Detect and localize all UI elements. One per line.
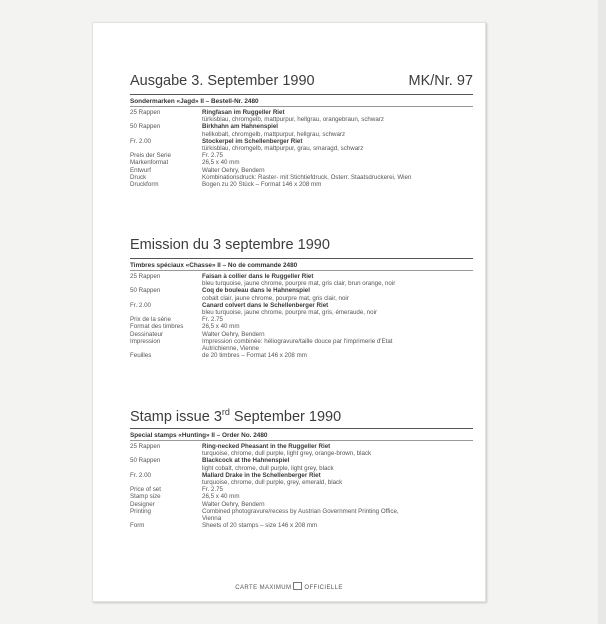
detail-value: Sheets of 20 stamps – size 146 x 208 mm <box>202 522 318 530</box>
stamp-colors-row <box>130 309 473 316</box>
detail-row <box>130 174 473 181</box>
divider <box>130 440 473 441</box>
detail-label: Printing <box>130 507 151 515</box>
detail-row <box>130 331 473 338</box>
stamp-name: Coq de bouleau dans le Hahnenspiel <box>202 287 310 295</box>
detail-row <box>130 352 473 359</box>
detail-label: Form <box>130 522 145 530</box>
detail-row <box>130 316 473 323</box>
stamp-row <box>130 138 473 145</box>
detail-value: 26,5 x 40 mm <box>202 159 240 167</box>
detail-value: Impression combinée: héliogravure/taille douce par l'imprimerie d'Etat <box>202 337 393 345</box>
detail-label: Markenformat <box>130 159 169 167</box>
stamp-row <box>130 472 473 479</box>
stamp-colors: cobalt clair, jaune chrome, pourpre mat, gris clair, noir <box>202 294 349 302</box>
stamp-name: Stockerpel im Schellenberger Riet <box>202 137 303 145</box>
stamp-colors: turquoise, chrome, dull purple, light grey, orange-brown, black <box>202 450 372 458</box>
detail-value: Autrichienne, Vienne <box>202 345 259 353</box>
stamp-value: Fr. 2.00 <box>130 471 151 479</box>
section-english <box>130 407 473 529</box>
stamp-value: 50 Rappen <box>130 457 161 465</box>
stamp-name: Blackcock at the Hahnenspiel <box>202 457 290 465</box>
stamp-colors-row <box>130 450 473 457</box>
issue-number: MK/Nr. 97 <box>408 73 473 89</box>
section-header <box>130 73 473 91</box>
detail-value: Bogen zu 20 Stück – Format 146 x 208 mm <box>202 181 322 189</box>
subheading: Sondermarken «Jagd» II – Bestell-Nr. 2480 <box>130 98 259 105</box>
detail-label <box>130 345 202 352</box>
detail-row <box>130 522 473 529</box>
detail-value: Fr. 2.75 <box>202 486 223 494</box>
background-edge <box>598 0 606 624</box>
detail-value: Combined photogravure/recess by Austrian Government Printing Office, <box>202 507 399 515</box>
stamp-name: Faisan à collier dans le Ruggeller Riet <box>202 273 314 280</box>
detail-row <box>130 345 473 352</box>
stamp-value: Fr. 2.00 <box>130 137 151 145</box>
detail-label: Feuilles <box>130 352 152 360</box>
stamp-value: 50 Rappen <box>130 123 161 131</box>
detail-row <box>130 493 473 500</box>
detail-row <box>130 501 473 508</box>
detail-row <box>130 152 473 159</box>
detail-row <box>130 338 473 345</box>
detail-value: Fr. 2.75 <box>202 152 223 160</box>
stamp-value: Fr. 2.00 <box>130 301 151 309</box>
info-card <box>92 22 486 602</box>
detail-value: 26,5 x 40 mm <box>202 493 240 501</box>
detail-label: Druckform <box>130 181 159 189</box>
stamp-row <box>130 302 473 309</box>
detail-label: Druck <box>130 173 147 181</box>
detail-value: Walter Oehry, Bendern <box>202 500 265 508</box>
stamp-name: Mallard Drake in the Schellenberger Riet <box>202 471 321 479</box>
stamp-name: Ring-necked Pheasant in the Ruggeller Riet <box>202 443 331 450</box>
stamp-row <box>130 443 473 450</box>
divider <box>130 94 473 95</box>
stamp-value: 25 Rappen <box>130 273 161 280</box>
detail-value: Kombinationsdruck: Raster- mit Stichtiefdruck, Österr. Staatsdruckerei, Wien <box>202 173 412 181</box>
stamp-value: 50 Rappen <box>130 287 161 295</box>
detail-label: Impression <box>130 337 161 345</box>
detail-row <box>130 515 473 522</box>
stamp-colors: bleu turquoise, jaune chrome, pourpre mat, gris, émeraude, noir <box>202 309 378 317</box>
detail-row <box>130 159 473 166</box>
section-french <box>130 237 473 359</box>
stamp-colors-row <box>130 116 473 123</box>
stamp-value: 25 Rappen <box>130 443 161 450</box>
detail-row <box>130 167 473 174</box>
detail-label: Entwurf <box>130 166 151 174</box>
stamp-row <box>130 273 473 280</box>
detail-label: Dessinateur <box>130 330 164 338</box>
subheading: Timbres spéciaux «Chasse» II – No de commande 2480 <box>130 262 298 269</box>
stamp-colors: light cobalt, chrome, dull purple, light grey, black <box>202 464 334 472</box>
detail-value: 26,5 x 40 mm <box>202 323 240 331</box>
stamp-name: Ringfasan im Ruggeller Riet <box>202 109 285 116</box>
section-title: Ausgabe 3. September 1990 <box>130 73 315 89</box>
detail-label <box>130 515 202 522</box>
stamp-value: 25 Rappen <box>130 109 161 116</box>
detail-value: Vienna <box>202 515 222 523</box>
stamp-row <box>130 287 473 294</box>
divider <box>130 270 473 271</box>
detail-row <box>130 181 473 188</box>
detail-label: Price of set <box>130 486 161 494</box>
detail-label: Preis der Serie <box>130 152 171 160</box>
detail-row <box>130 508 473 515</box>
detail-row <box>130 486 473 493</box>
detail-value: Fr. 2.75 <box>202 316 223 324</box>
section-title: Emission du 3 septembre 1990 <box>130 237 330 253</box>
detail-value: Walter Oehry, Bendern <box>202 330 265 338</box>
stamp-colors: hellkobalt, chromgelb, mattpurpur, hellgrau, schwarz <box>202 130 346 138</box>
posthorn-icon <box>293 582 302 590</box>
card-footer <box>93 582 485 591</box>
stamp-colors: turquoise, chrome, dull purple, grey, emerald, black <box>202 479 343 487</box>
footer-left-text: CARTE MAXIMUM <box>235 585 292 591</box>
stamp-colors-row <box>130 131 473 138</box>
stamp-colors: türkisblau, chromgelb, mattpurpur, hellgrau, orangebraun, schwarz <box>202 116 384 124</box>
detail-value: Walter Oehry, Bendern <box>202 166 265 174</box>
detail-value: de 20 timbres – Format 146 x 208 mm <box>202 352 307 360</box>
stamp-colors: türkisblau, chromgelb, mattpurpur, grau, smaragd, schwarz <box>202 145 364 153</box>
subheading: Special stamps «Hunting» II – Order No. 2480 <box>130 432 268 439</box>
section-header <box>130 237 473 255</box>
detail-label: Format des timbres <box>130 323 184 331</box>
section-header <box>130 407 473 425</box>
stamp-colors-row <box>130 295 473 302</box>
stamp-colors-row <box>130 145 473 152</box>
stamp-colors-row <box>130 479 473 486</box>
stamp-colors-row <box>130 280 473 287</box>
detail-row <box>130 323 473 330</box>
stamp-colors-row <box>130 465 473 472</box>
section-german <box>130 73 473 188</box>
section-title: Stamp issue 3rd September 1990 <box>130 407 342 425</box>
stamp-row <box>130 457 473 464</box>
stamp-name: Birkhahn am Hahnenspiel <box>202 123 278 131</box>
divider <box>130 428 473 429</box>
stamp-colors: bleu turquoise, jaune chrome, pourpre mat, gris clair, brun orange, noir <box>202 280 396 288</box>
divider <box>130 106 473 107</box>
detail-label: Designer <box>130 500 155 508</box>
detail-label: Stamp size <box>130 493 161 501</box>
stamp-row <box>130 109 473 116</box>
stamp-name: Canard colvert dans le Schellenberger Riet <box>202 301 329 309</box>
divider <box>130 258 473 259</box>
footer-right-text: OFFICIELLE <box>304 585 343 591</box>
stamp-row <box>130 123 473 130</box>
detail-label: Prix de la série <box>130 316 171 324</box>
